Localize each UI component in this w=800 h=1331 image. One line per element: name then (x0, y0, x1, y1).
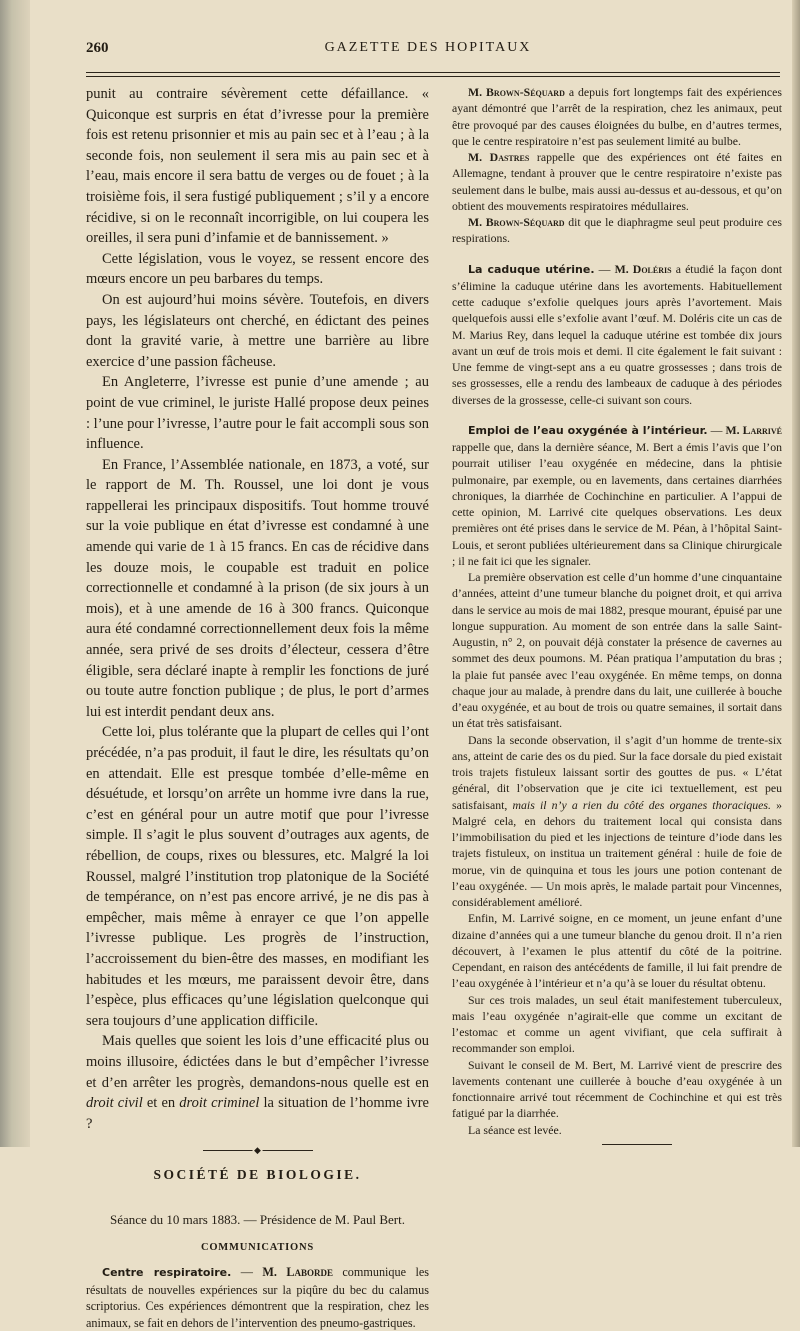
page-header (86, 40, 770, 64)
right-column (452, 84, 782, 1145)
closing-rule (602, 1144, 672, 1145)
paragraph: Enfin, M. Larrivé soigne, en ce moment, un jeune enfant d’une dizaine d’années qui a une tumeur blanche du genou droit. Il n’a rien découvert, à l’examen le plus attentif du côté de la poitrine. Cependant, en raison des antécédents de famille, il lui fait prendre de l’eau oxygénée à l’intérieur et n’a qu’à se louer du résultat obtenu. (452, 911, 782, 991)
paragraph: La séance est levée. (468, 1122, 562, 1137)
paragraph: En France, l’Assemblée nationale, en 1873, a voté, sur le rapport de M. Th. Roussel, une loi dont je vous rappellerai les principaux dispositifs. Tout homme trouvé sur la voie publique en état d’ivresse est condamné à une amende qui varie de 1 à 15 francs. En cas de récidive dans les douze mois, le coupable est traduit en police correctionnelle et condamné à la prison (de six jours à un mois), et à une amende de 16 à 300 francs. Quiconque aura été condamné correctionnellement deux fois la même année, sera privé de ses droits d’électeur, cessera d’être éligible, sera déclaré inapte à remplir les fonctions de juré ou toute autre fonction publique ; de plus, le port d’armes lui est interdit pendant deux ans. (86, 456, 429, 720)
left-column (86, 84, 429, 1331)
page-number: 260 (86, 40, 109, 56)
paragraph-emploi: Emploi de l’eau oxygénée à l’intérieur. — M. Larrivé rappelle que, dans la dernière séance, M. Bert a émis l’avis que l’on pourrait utiliser l’eau oxygénée en médecine, dans la phtisie pulmonaire, par exemple, ou en lavements, dans certaines diarrhées chroniques, la diarrhée de Cochinchine en particulier. A l’appui de cette opinion, M. Larrivé cite quelques observations. Les deux premières ont été prises dans le service de M. Péan, à l’hôpital Saint-Louis, et seront publiées ultérieurement dans sa Clinique chirurgicale ; il ne fait ici que les signaler. (452, 422, 783, 568)
paragraph: M. Dastres rappelle que des expériences ont été faites en Allemagne, tendant à prouver que le centre respiratoire n’existe pas seulement dans le bulbe, mais aussi au-dessus et au-dessous, et qu’on obtient des mouvements respiratoires médullaires. (452, 150, 782, 213)
seance-line: Séance du 10 mars 1883. — Présidence de M. Paul Bert. (110, 1211, 405, 1227)
paragraph: M. Brown-Séquard a depuis fort longtemps fait des expériences ayant démontré que l’arrêt de la respiration, chez les animaux, peut être provoqué par des causes éloignées du bulbe, en d’autres termes, que le centre respiratoire n’est pas seulement limité au bulbe. (452, 85, 782, 148)
paragraph: La première observation est celle d’un homme d’une cinquantaine d’années, atteint d’une tumeur blanche du poignet droit, et qui arriva dans le service au mois de mai 1882, presque mourant, épuisé par une longue suppuration. Au moment de son entrée dans la salle Saint-Augustin, n° 2, on pouvait déjà constater la présence de cavernes au sommet des deux poumons. M. Péan pratiqua l’amputation du bras ; la plaie fut pansée avec l’eau oxygénée. En même temps, on donna chaque jour au malade, à prendre dans du lait, une cuillerée à bouche d’eau oxygénée, et au bout de trois ou quatre semaines, il sortait dans un état très satisfaisant. (452, 570, 782, 731)
author-name: M. Brown-Séquard (468, 85, 565, 99)
communications-heading: COMMUNICATIONS (200, 1241, 315, 1253)
rubric-title: Emploi de l’eau oxygénée à l’intérieur. (468, 423, 708, 437)
paragraph: Cette loi, plus tolérante que la plupart de celles qui l’ont précédée, n’a pas produit, il faut le dire, les résultats qu’on en attendait. Elle est presque tombée d’elle-même en désuétude, et lorsqu’on arrête un homme ivre dans la rue, c’est en général pour un autre motif que pour l’ivresse simple. Il s’agit le plus souvent d’outrages aux agents, de rébellion, de coups, rixes ou blessures, etc. Malgré la loi Roussel, malgré l’institution trop platonique de la Société de tempérance, on n’est pas encore arrivé, je ne dis pas à empêcher, mais même à enrayer ce que l’on appelle l’ivresse publique. Les progrès de l’instruction, l’accroissement du bien-être des masses, en modifiant les habitudes et les mœurs, me paraissent devoir être, dans l’espèce, plus efficaces qu’une législation quelconque qui sera toujours d’une application difficile. (86, 724, 429, 1029)
paragraph: punit au contraire sévèrement cette défaillance. « Quiconque est surpris en état d’ivresse pour la première fois est retenu prisonnier et mis au pain sec et à l’eau ; à la seconde fois, non seulement il sera mis au pain sec et à l’eau, mais encore il sera battu de verges ou de fouet ; à la troisième fois, il sera fustigé publiquement ; s’il y a encore récidive, si on le reconnaît incorrigible, on lui coupera les oreilles, il sera puni d’infamie et de bannissement. » (86, 86, 429, 247)
author-name: M. Doléris (614, 261, 672, 276)
author-name: M. Laborde (262, 1265, 333, 1280)
section-title: SOCIÉTÉ DE BIOLOGIE. (153, 1167, 362, 1183)
journal-title: GAZETTE DES HOPITAUX (324, 40, 532, 55)
author-name: M. Brown-Séquard (468, 215, 565, 229)
paragraph: On est aujourd’hui moins sévère. Toutefois, en divers pays, les législateurs ont cherché, en édictant des peines dont la gravité varie, à mettre une barrière au libre exercice d’une passion fâcheuse. (86, 291, 429, 370)
rubric-title: Centre respiratoire. (102, 1266, 232, 1280)
paragraph: M. Brown-Séquard dit que le diaphragme seul peut produire ces respirations. (452, 215, 782, 246)
paragraph: Suivant le conseil de M. Bert, M. Larrivé vient de prescrire des lavements contenant une cuillerée à bouche d’eau oxygénée à un fonctionnaire arrivé tout récemment de Cochinchine et qui est très fatigué par la diarrhée. (452, 1057, 782, 1121)
header-rule-thin (86, 76, 780, 77)
paragraph: Dans la seconde observation, il s’agit d’un homme de trente-six ans, atteint de carie des os du pied. Sur la face dorsale du pied existait trois trajets fistuleux laissant sortir des gouttes de pus. « L’état général, dit l’observation que je cite ici textuellement, est peu satisfaisant, mais il n’y a rien du côté des organes thoraciques. » Malgré cela, en dehors du traitement local qui consista dans l’immobilisation du pied et les injections de teinture d’iode dans les trajets fistuleux, on institua un traitement général : huile de foie de morue, vin de quinquina et tous les jours une potion contenant de l’eau oxygénée. — Un mois après, le malade partait pour Vincennes, considérablement amélioré. (452, 732, 782, 909)
section-divider: ◆ (203, 1150, 313, 1151)
header-rule-thick (86, 72, 780, 73)
author-name: M. Dastres (468, 150, 530, 164)
paragraph-caduque: La caduque utérine. — M. Doléris a étudié la façon dont s’élimine la caduque utérine dans les avortements. Habituellement cette caduque s’exfolie quelques jours après l’avortement. Mais quelquefois aussi elle s’exfolie avant l’œuf. M. Doléris cite un cas de M. Marius Rey, dans lequel la caduque utérine est tombée dix jours avant un œuf de trois mois et demi. Il cite également le fait suivant : Une femme de vingt-sept ans a eu quatre grossesses ; dans trois de ses grossesses, elle a rendu des lambeaux de caduque à des périodes diverses de la grossesse, celle-ci suivant son cours. (452, 261, 782, 407)
rubric-title: La caduque utérine. (468, 262, 595, 276)
paragraph: Cette législation, vous le voyez, se ressent encore des mœurs encore un peu barbares du temps. (86, 250, 429, 288)
paragraph-centre-respiratoire: Centre respiratoire. — M. Laborde communique les résultats de nouvelles expériences sur la piqûre du bec du calamus scriptorius. Ces expériences démontrent que la respiration, chez les animaux, se fait en dehors de l’intervention des pneumo-gastriques. (86, 1265, 429, 1330)
book-binding-edge (0, 0, 30, 1147)
paragraph: Sur ces trois malades, un seul était manifestement tuberculeux, mais l’eau oxygénée n’agirait-elle que comme un excitant de l’estomac et comme un agent vivifiant, que cela suffirait à recommander son emploi. (452, 992, 782, 1056)
author-name: M. Larrivé (725, 422, 783, 437)
paragraph-last: Mais quelles que soient les lois d’une efficacité plus ou moins illusoire, édictées dans le but d’empêcher l’ivresse et d’en arrêter les progrès, demandons-nous quelle est en droit civil et en droit criminel la situation de l’homme ivre ? (86, 1033, 429, 1132)
page-edge (792, 0, 800, 1147)
paragraph: En Angleterre, l’ivresse est punie d’une amende ; au point de vue criminel, le juriste Hallé propose deux peines : l’une pour l’ivresse, l’autre pour le fait accompli sous son influence. (86, 374, 429, 453)
